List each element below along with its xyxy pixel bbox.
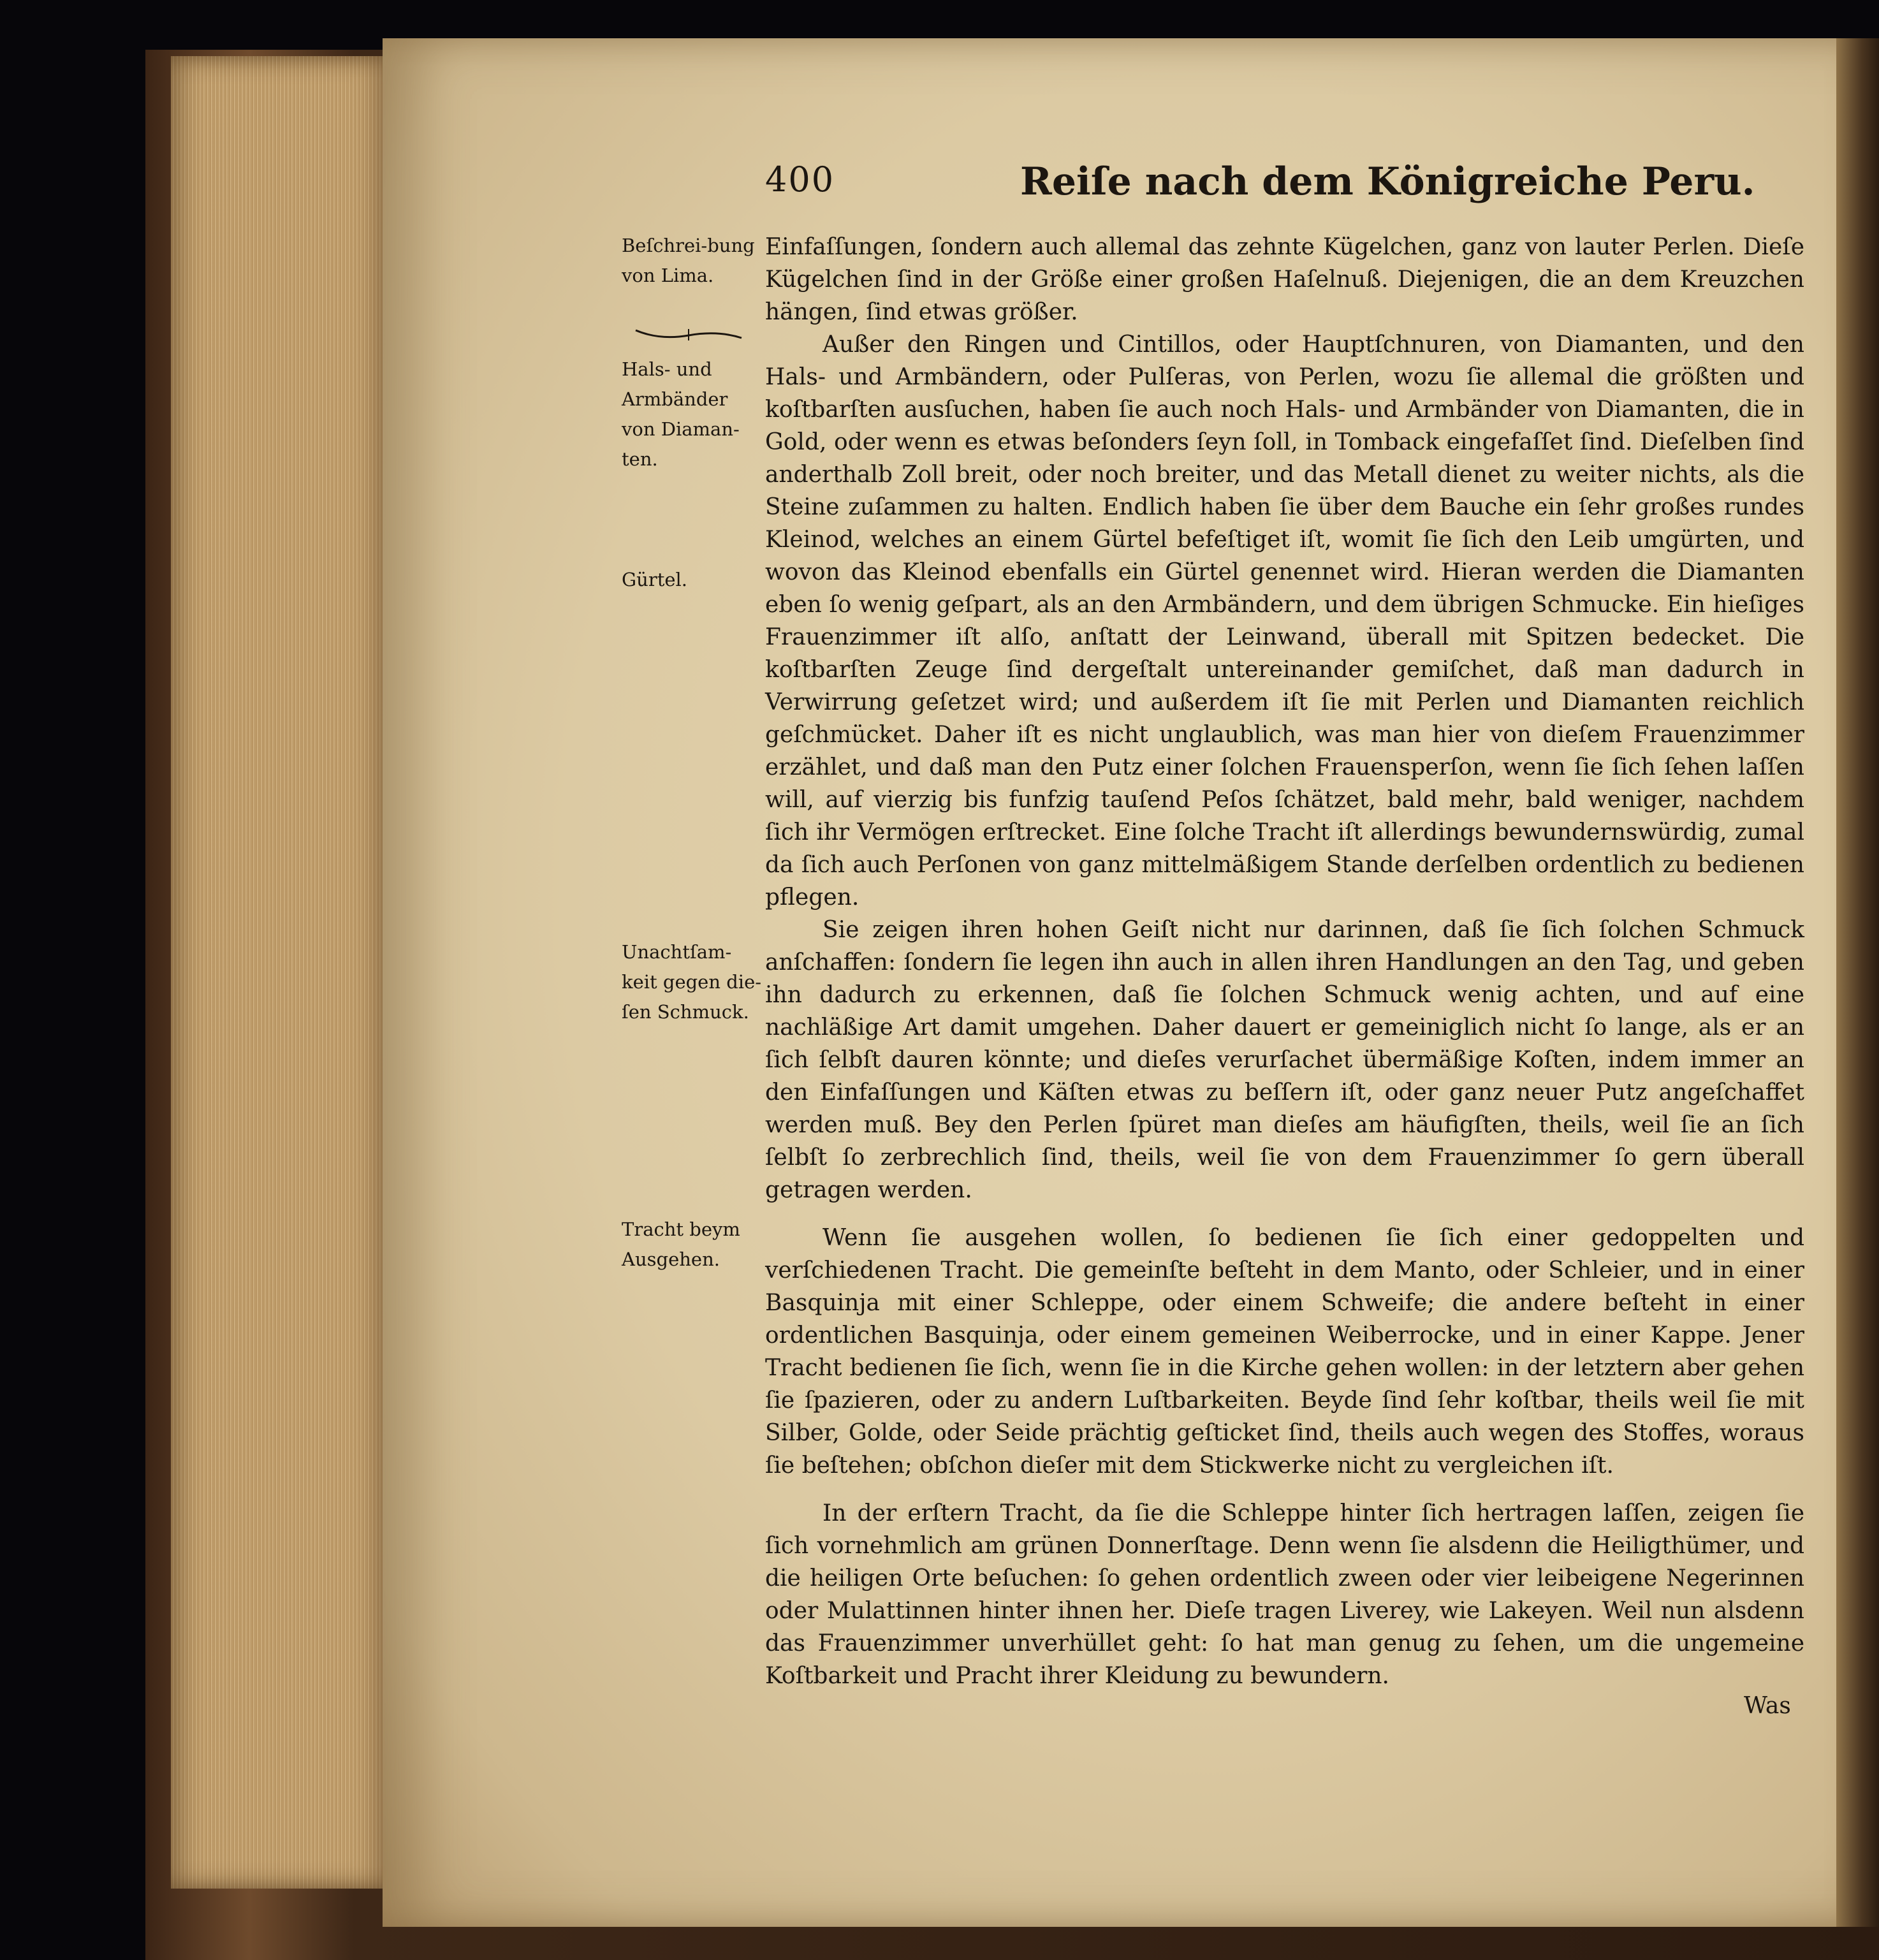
margin-note-unachtsamkeit: Unachtſam-keit gegen die-ſen Schmuck. — [622, 941, 762, 1023]
margin-swash-ornament — [634, 326, 743, 342]
page-header — [765, 159, 1755, 217]
book-gutter — [1836, 38, 1879, 1927]
paragraph-1: Einfaſſungen, ſondern auch allemal das zehnte Kügelchen, ganz von lauter Perlen. Dieſe Kügelchen ſind in der Größe einer großen Haſelnuß. Diejenigen, die an dem Kreuzchen hängen, ſind etwas größer. — [765, 234, 1804, 325]
paragraph-3: Sie zeigen ihren hohen Geiſt nicht nur darinnen, daß ſie ſich ſolchen Schmuck anſchaffen: ſondern ſie legen ihn auch in allen ihren Handlungen an den Tag, und geben ihn dadurch zu erkennen, daß ſie ſolchen Schmuck wenig achten, und auf eine nachläßige Art damit umgehen. Daher dauert er gemeiniglich nicht ſo lange, als er an ſich ſelbſt dauren könnte; und dieſes verurſachet übermäßige Koſten, indem immer an den Einfaſſungen und Käſten etwas zu beſſern iſt, oder ganz neuer Putz angeſchaffet werden muß. Bey den Perlen ſpüret man dieſes am häufigſten, theils, weil ſie an ſich ſelbſt ſo zerbrechlich ſind, theils, weil ſie von dem Frauenzimmer ſo gern überall getragen werden. — [765, 917, 1804, 1203]
margin-note-tracht: Tracht beym Ausgehen. — [622, 1218, 740, 1270]
paragraph-4: Wenn ſie ausgehen wollen, ſo bedienen ſie ſich einer gedoppelten und verſchiedenen Tracht. Die gemeinſte beſteht in dem Manto, oder Schleier, und in einer Basquinja mit einer Schleppe, oder einem Schweife; die andere beſteht in einer ordentlichen Basquinja, oder einem gemeinen Weiberrocke, und in einer Kappe. Jener Tracht bedienen ſie ſich, wenn ſie in die Kirche gehen wollen: in der letztern aber gehen ſie ſpazieren, oder zu andern Luſtbarkeiten. Beyde ſind ſehr koſtbar, theils weil ſie mit Silber, Golde, oder Seide prächtig geſticket ſind, theils auch wegen des Stoffes, woraus ſie beſtehen; obſchon dieſer mit dem Stickwerke nicht zu vergleichen iſt. — [765, 1225, 1804, 1479]
catchword: Was — [1744, 1693, 1791, 1719]
running-title: Reiſe nach dem Königreiche Peru. — [1020, 159, 1755, 204]
margin-note-halsbaender: Hals- und Armbänder von Diaman-ten. — [622, 358, 740, 470]
page-edges — [171, 56, 398, 1889]
paragraph-5: In der erſtern Tracht, da ſie die Schleppe hinter ſich hertragen laſſen, zeigen ſie ſich vornehmlich am grünen Donnerſtage. Denn wenn ſie alsdenn die Heiligthümer, und die heiligen Orte beſuchen: ſo gehen ordentlich zween oder vier leibeigene Negerinnen oder Mulattinnen hinter ihnen her. Dieſe tragen Liverey, wie Lakeyen. Weil nun alsdenn das Frauenzimmer unverhüllet geht: ſo hat man genug zu ſehen, um die ungemeine Koſtbarkeit und Pracht ihrer Kleidung zu bewundern. — [765, 1500, 1804, 1689]
page-number: 400 — [765, 159, 835, 200]
paragraph-2: Außer den Ringen und Cintillos, oder Hauptſchnuren, von Diamanten, und den Hals- und Armbändern, oder Pulſeras, von Perlen, wozu ſie allemal die größten und koſtbarſten ausſuchen, haben ſie auch noch Hals- und Armbänder von Diamanten, die in Gold, oder wenn es etwas beſonders ſeyn ſoll, in Tomback eingefaſſet ſind. Dieſelben ſind anderthalb Zoll breit, oder noch breiter, und das Metall dienet zu weiter nichts, als die Steine zuſammen zu halten. Endlich haben ſie über dem Bauche ein ſehr großes rundes Kleinod, welches an einem Gürtel befeſtiget iſt, womit ſie ſich den Leib umgürten, und wovon das Kleinod ebenfalls ein Gürtel genennet wird. Hieran werden die Diamanten eben ſo wenig geſpart, als an den Armbändern, und dem übrigen Schmucke. Ein hieſiges Frauenzimmer iſt alſo, anſtatt der Leinwand, überall mit Spitzen bedecket. Die koſtbarſten Zeuge ſind dergeſtalt untereinander gemiſchet, daß man dadurch in Verwirrung geſetzet wird; und außerdem iſt ſie mit Perlen und Diamanten reichlich geſchmücket. Daher iſt es nicht unglaublich, was man hier von dieſem Frauenzimmer erzählet, und daß man den Putz einer ſolchen Frauensperſon, wenn ſie ſich ſehen laſſen will, auf vierzig bis funfzig tauſend Peſos ſchätzet, bald mehr, bald weniger, nachdem ſich ihr Vermögen erſtrecket. Eine ſolche Tracht iſt allerdings bewundernswürdig, zumal da ſich auch Perſonen von ganz mittelmäßigem Stande derſelben ordentlich zu bedienen pflegen. — [765, 332, 1804, 911]
margin-note-lima: Beſchrei-bung von Lima. — [622, 235, 755, 286]
margin-note-guertel: Gürtel. — [622, 569, 688, 590]
main-text — [765, 231, 1804, 1692]
